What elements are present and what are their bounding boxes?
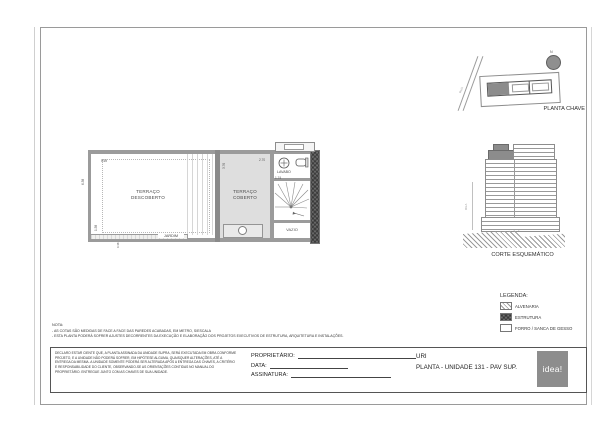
drawing-title: PLANTA - UNIDADE 131 - PAV SUP. [416,364,517,371]
wall-structure-right [310,150,320,244]
bar-cell-inset-2 [532,82,549,91]
idea-logo [537,351,568,387]
dim-lavabo-width: 1.74 [275,175,282,180]
legend [500,293,590,332]
wall-left [88,150,91,242]
page-edge-right [591,27,592,405]
date-label: DATA: [251,362,267,369]
notes-title: NOTA: [52,323,64,327]
planta-chave [445,50,590,116]
estrutura-swatch-icon [500,313,512,321]
forro-swatch-icon [500,324,512,332]
north-label: N [550,50,553,54]
street-label: RUA [458,86,465,94]
signature-field [251,372,466,378]
bar-cell-inset-1 [512,84,529,93]
note-line-2: - ESTA PLANTA PODERÁ SOFRER AJUSTES DECORRENTES DA EXECUÇÃO E ELABORAÇÃO DOS PROJETOS EXECUTIVOS DE ESTRUTURA, ARQUITETURA E INSTALAÇÕES. [52,334,344,338]
notes [52,323,412,338]
planta-chave-label: PLANTA CHAVE [543,106,585,112]
floor-plan [81,145,318,252]
owner-signature-line[interactable] [298,353,416,359]
legend-label: ALVENARIA [515,303,539,309]
dim-top-width: 5.69 [101,159,108,163]
owner-label: PROPRIETÁRIO: [251,353,295,359]
corte-base [481,217,560,232]
project-name: URI [416,353,427,360]
street-line-1 [458,56,479,111]
idea-logo-text: idea! [542,364,563,374]
corte-street-label: RUA [464,203,468,210]
roof-box-inner [284,144,304,150]
corte-esquematico [455,140,590,262]
corte-tower [485,159,557,219]
room-label-lavabo: LAVABO [277,170,291,174]
legend-label: ESTRUTURA [515,314,542,320]
room-label-terraco-descoberto: TERRAÇO DESCOBERTO [131,189,165,200]
signature-line[interactable] [291,372,391,378]
dim-bottom-left: 1.58 [94,224,98,231]
title-block [50,347,587,393]
north-arrow-icon [546,55,561,70]
legend-item-alvenaria [500,302,590,310]
dim-coberto-width: 2.70 [259,158,266,162]
date-line[interactable] [270,363,348,369]
legend-item-estrutura [500,313,590,321]
dim-coberto-height: 3.76 [222,162,226,169]
spiral-stair-treads [274,181,310,220]
legend-item-forro [500,324,590,332]
signature-label: ASSINATURA: [251,372,288,379]
unit-highlight [488,83,510,96]
corte-street-line [472,182,473,230]
declaration-text: DECLARO ESTAR CIENTE QUE, A PLANTA ASSINADA DA UNIDADE SUPRA, SERÁ EXECUTADA EM OBRA CONFORME PROJETO, E A UNIDADE NÃO PODERÁ SOFRER, EM HIPÓTESE ALGUMA, QUAISQUER ALTERAÇÕES, ATÉ A ENTREGA DA MESMA. A UNIDADE SOMENTE PODERÁ SER ALTERADA APÓS A ENTREGA DAS CHAVES, A CRITÉRIO E RESPONSABILIDADE DO CLIENTE, OBSERVANDO-SE AS ORIENTAÇÕES CONTIDAS NO MANUAL DO PROPRIETÁRIO. ENTREGUE JUNTO COM AS CHAVES DE SUA UNIDADE. [55,351,237,374]
coberto-drain-circle [238,226,247,235]
note-line-1: - AS COTAS SÃO MEDIDAS DE FACE A FACE DAS PAREDES ACABADAS, EM METRO, S/ESCALA [52,328,211,333]
lavabo-fixtures [274,154,310,178]
legend-label: FORRO / SANCA DE GESSO [515,325,573,331]
room-label-terraco-coberto: TERRAÇO COBERTO [233,189,257,200]
project-block [416,353,536,371]
dim-left-height: 6.38 [81,178,85,185]
corte-label: CORTE ESQUEMÁTICO [491,252,554,258]
pergola-projection-lines [187,154,215,235]
alvenaria-swatch-icon [500,302,512,310]
legend-title: LEGENDA: [500,293,528,299]
room-label-vazio: VAZIO [286,227,298,232]
spiral-stair [274,181,310,220]
room-label-jardim: JARDIM [158,234,184,238]
lavabo-room [274,154,310,178]
dim-bottom-small: 0.38 [116,242,120,248]
page-edge-left [34,27,35,405]
corte-column-line [514,160,515,218]
